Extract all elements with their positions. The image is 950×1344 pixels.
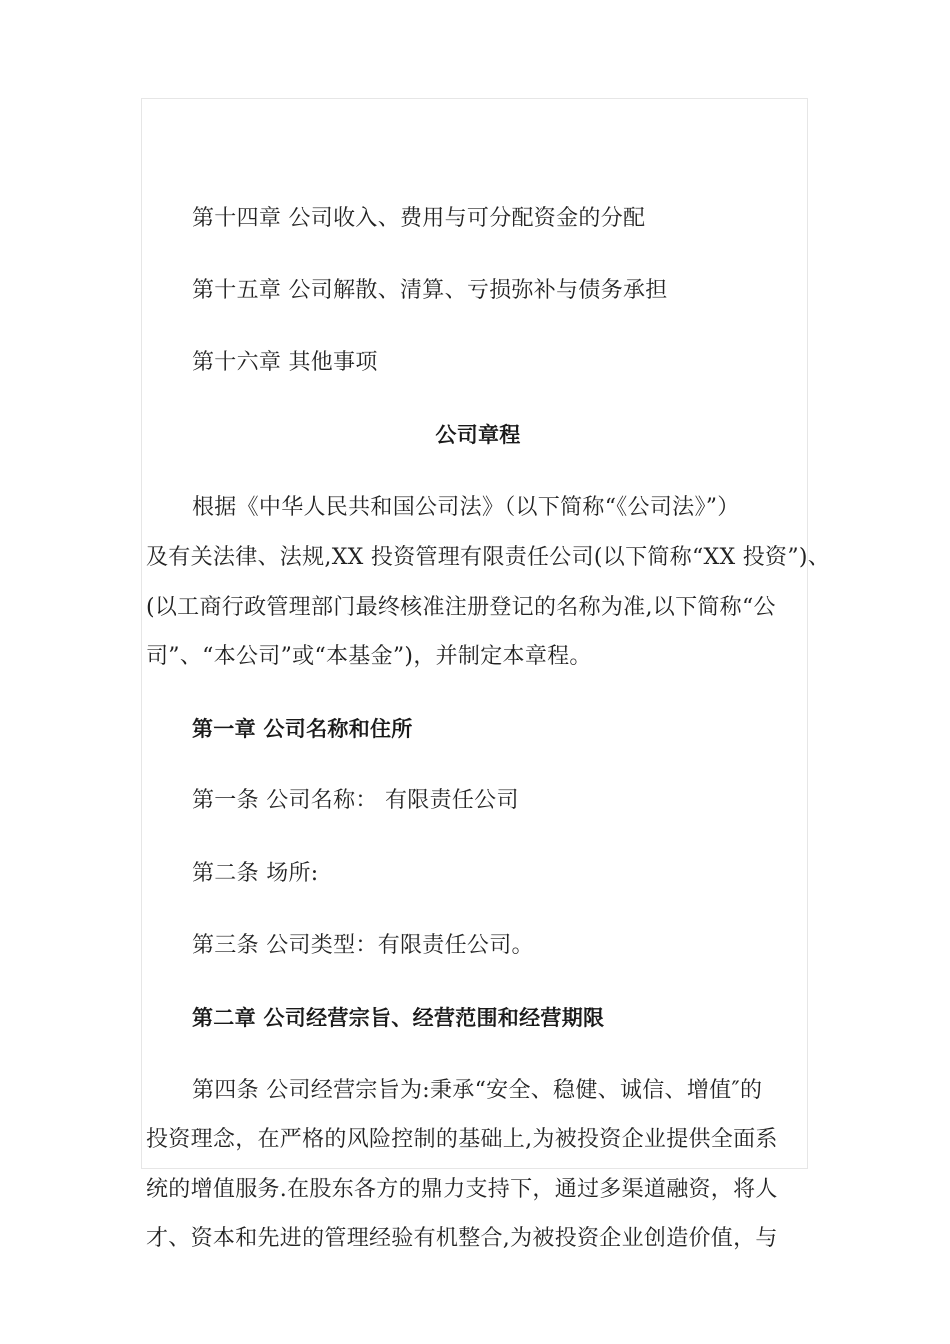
article-1: 第一条 公司名称： 有限责任公司 <box>192 788 519 813</box>
toc-entry-chapter-14: 第十四章 公司收入、费用与可分配资金的分配 <box>192 206 646 231</box>
preamble-line: 司”、“本公司”或“本基金”)，并制定本章程。 <box>146 644 592 669</box>
chapter-2-heading: 第二章 公司经营宗旨、经营范围和经营期限 <box>192 1006 605 1030</box>
document-title: 公司章程 <box>435 423 521 447</box>
preamble-line: 及有关法律、法规,XX 投资管理有限责任公司(以下简称“XX 投资”)、 <box>146 545 831 570</box>
article-4-line: 投资理念，在严格的风险控制的基础上,为被投资企业提供全面系 <box>146 1127 778 1152</box>
article-3: 第三条 公司类型：有限责任公司。 <box>192 933 534 958</box>
chapter-1-heading: 第一章 公司名称和住所 <box>192 717 413 741</box>
document-page <box>141 98 831 1251</box>
preamble-line: (以工商行政管理部门最终核准注册登记的名称为准,以下简称“公 <box>146 595 776 620</box>
preamble-line: 根据《中华人民共和国公司法》（以下简称“《公司法》”） <box>192 495 740 520</box>
article-4-line: 第四条 公司经营宗旨为:秉承“安全、稳健、诚信、增值″的 <box>192 1078 763 1103</box>
article-4-line: 才、资本和先进的管理经验有机整合,为被投资企业创造价值，与 <box>146 1226 778 1251</box>
article-4-line: 统的增值服务.在股东各方的鼎力支持下，通过多渠道融资，将人 <box>146 1177 778 1202</box>
article-2: 第二条 场所: <box>192 861 319 886</box>
toc-entry-chapter-15: 第十五章 公司解散、清算、亏损弥补与债务承担 <box>192 278 668 303</box>
toc-entry-chapter-16: 第十六章 其他事项 <box>192 350 378 375</box>
